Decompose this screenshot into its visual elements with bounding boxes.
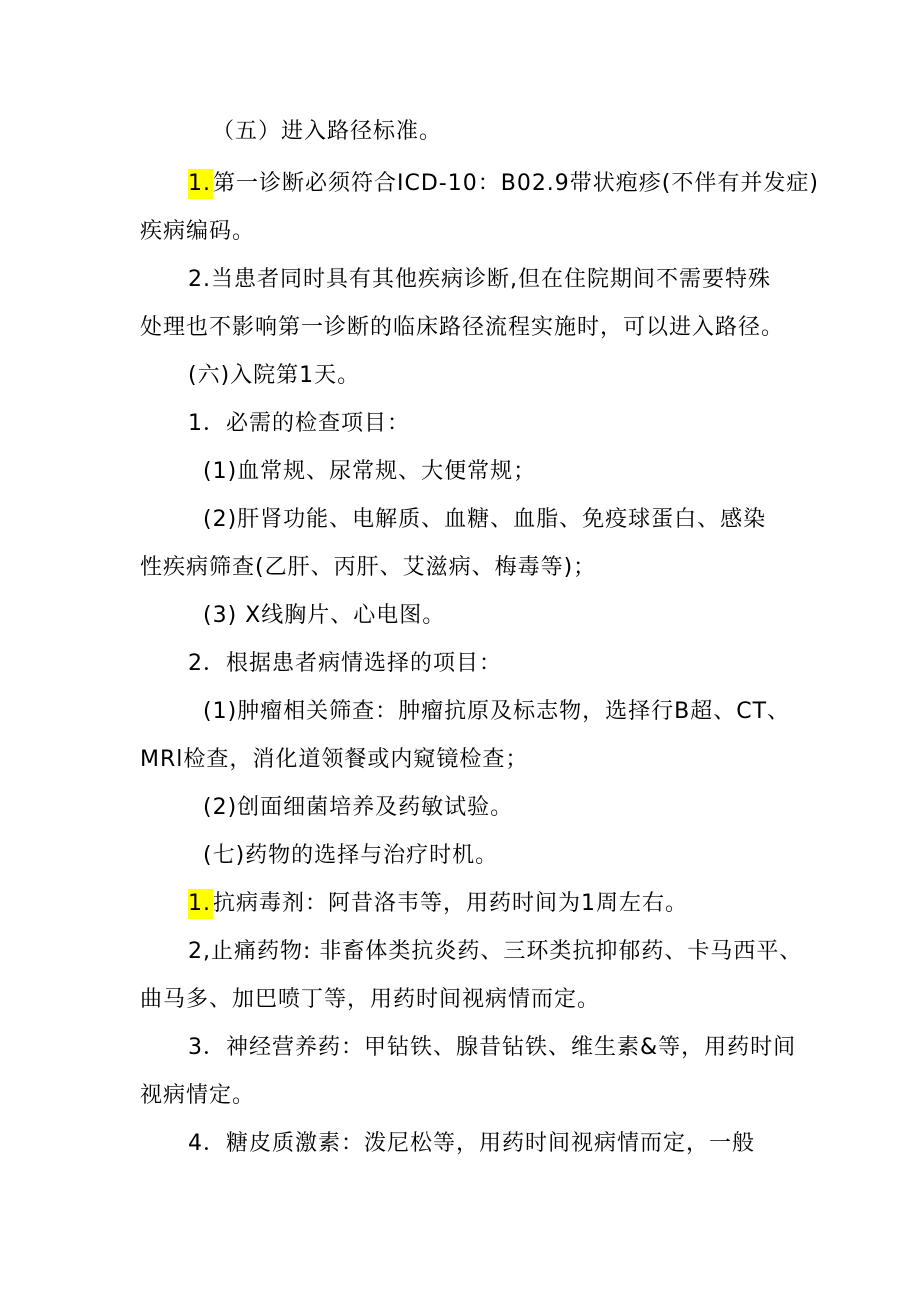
paragraph-line: 3．神经营养药：甲钻铁、腺昔钻铁、维生素&等，用药时间 bbox=[188, 1035, 797, 1060]
paragraph-line: MRl检查，消化道领餐或内窥镜检查； bbox=[140, 747, 529, 772]
paragraph-line: 2,止痛药物: 非畜体类抗炎药、三环类抗抑郁药、卡马西平、 bbox=[188, 939, 803, 964]
paragraph-line: 4．糖皮质激素：泼尼松等，用药时间视病情而定，一般 bbox=[188, 1131, 755, 1156]
paragraph-line bbox=[188, 169, 819, 199]
paragraph-line: (2)创面细菌培养及药敏试验。 bbox=[203, 795, 514, 820]
paragraph-line: 2．根据患者病情选择的项目： bbox=[188, 651, 502, 676]
section-heading-5: （五）进入路径标准。 bbox=[212, 119, 443, 144]
section-heading-6: (六)入院第1天。 bbox=[188, 363, 361, 388]
paragraph-line: 性疾病筛查(乙肝、丙肝、艾滋病、梅毒等)； bbox=[140, 555, 597, 580]
highlighted-number: 1. bbox=[188, 169, 213, 199]
paragraph-line: 视病情定。 bbox=[140, 1083, 256, 1108]
paragraph-line: (1)肿瘤相关筛查：肿瘤抗原及标志物，选择行B超、CT、 bbox=[203, 699, 791, 724]
paragraph-line: 2.当患者同时具有其他疾病诊断,但在住院期间不需要特殊 bbox=[188, 267, 771, 292]
paragraph-line: 1．必需的检查项目： bbox=[188, 411, 410, 436]
paragraph-text: 抗病毒剂：阿昔洛韦等，用药时间为1周左右。 bbox=[213, 891, 688, 916]
paragraph-line: 曲马多、加巴喷丁等，用药时间视病情而定。 bbox=[140, 987, 601, 1012]
paragraph-line: (1)血常规、尿常规、大便常规； bbox=[203, 459, 537, 484]
paragraph-line: (3) X线胸片、心电图。 bbox=[203, 603, 446, 628]
paragraph-line: (2)肝肾功能、电解质、血糖、血脂、免疫球蛋白、感染 bbox=[203, 507, 767, 532]
highlighted-number: 1. bbox=[188, 889, 213, 919]
paragraph-line: 疾病编码。 bbox=[140, 219, 256, 244]
section-heading-7: (七)药物的选择与治疗时机。 bbox=[203, 843, 499, 868]
paragraph-line bbox=[188, 889, 688, 919]
paragraph-text: 第一诊断必须符合ICD-10：B02.9带状疱疹(不伴有并发症) bbox=[213, 171, 819, 196]
paragraph-line: 处理也不影响第一诊断的临床路径流程实施时，可以进入路径。 bbox=[140, 315, 785, 340]
